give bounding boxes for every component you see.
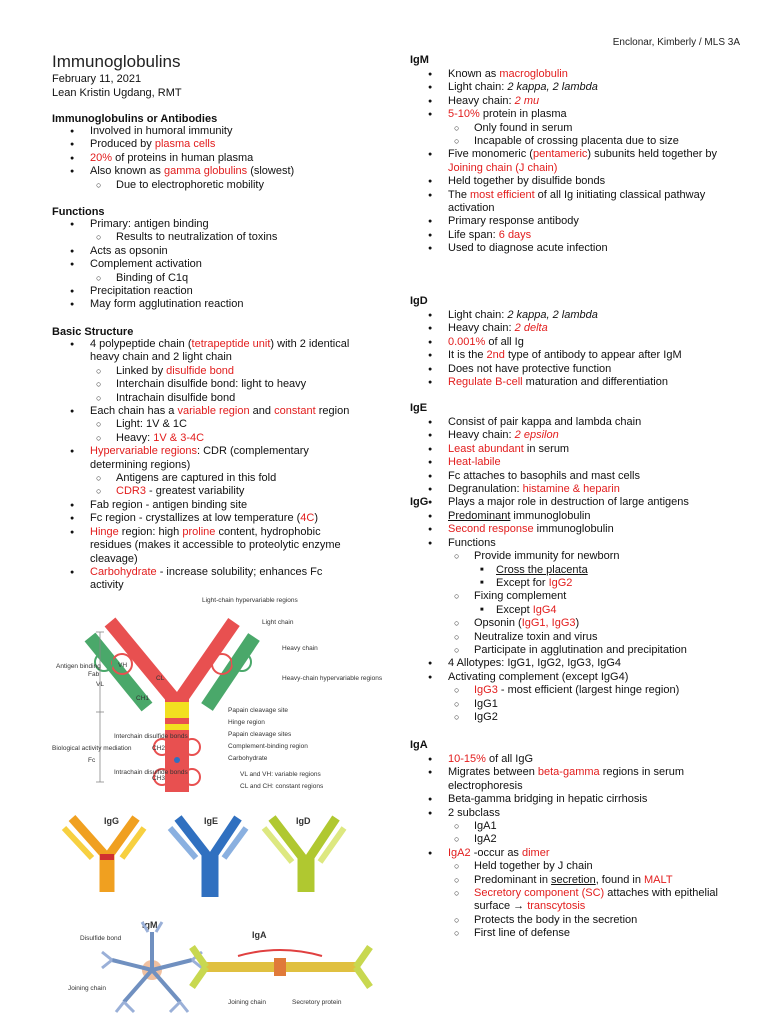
list-item: ● Complement activation — [52, 258, 382, 271]
list-item: ● Hinge region: high proline content, hydrophobic residues (makes it accessible to proteolytic enzyme cleavage) — [52, 526, 357, 566]
section-title: IgM — [410, 54, 429, 66]
list-item: ○ Protects the body in the secretion — [410, 914, 745, 927]
list-item: ● IgA2 -occur as dimer — [410, 847, 745, 860]
list-item: ○ Held together by J chain — [410, 860, 745, 873]
igg-label: IgG — [104, 816, 119, 826]
section-functions — [52, 206, 382, 312]
list-item: ● Beta-gamma bridging in hepatic cirrhosis — [410, 793, 745, 806]
list-item: ● Light chain: 2 kappa, 2 lambda — [410, 309, 745, 322]
ch2-label: CH2 — [152, 745, 166, 752]
list-item: ● 4 Allotypes: IgG1, IgG2, IgG3, IgG4 — [410, 657, 745, 670]
list-item: ○ Intrachain disulfide bond — [52, 392, 357, 405]
fc-label: Fc — [88, 757, 96, 764]
section-title: IgD — [410, 295, 428, 307]
list-item: ○ Binding of C1q — [52, 272, 382, 285]
list-item: ● Heavy chain: 2 epsilon — [410, 429, 745, 442]
igd-label: IgD — [296, 816, 311, 826]
list-item: ○ Due to electrophoretic mobility — [52, 179, 382, 192]
list-item: ● Activating complement (except IgG4) — [410, 671, 745, 684]
list-item: ○ Interchain disulfide bond: light to heavy — [52, 378, 357, 391]
secretory-protein-label: Secretory protein — [292, 999, 342, 1006]
list-item: ● 0.001% of all Ig — [410, 336, 745, 349]
papain-site-label: Papain cleavage site — [228, 707, 288, 714]
interchain-label: Interchain disulfide bonds — [114, 733, 188, 740]
ch1-label: CH1 — [136, 695, 150, 702]
page-title: Immunoglobulins — [52, 52, 181, 71]
list-item: ● Plays a major role in destruction of large antigens — [410, 496, 745, 509]
heavy-chain-hv-label: Heavy-chain hypervariable regions — [282, 675, 382, 682]
iga-label: IgA — [252, 930, 267, 940]
hinge-region-label: Hinge region — [228, 719, 265, 726]
author: Lean Kristin Ugdang, RMT — [52, 86, 182, 99]
list-item: ○ Opsonin (IgG1, IgG3) — [410, 617, 745, 630]
list-item: ● Least abundant in serum — [410, 443, 745, 456]
list-item: ○ First line of defense — [410, 927, 745, 940]
section-antibodies — [52, 113, 382, 192]
list-item: ● 5-10% protein in plasma — [410, 108, 745, 121]
section-title: Immunoglobulins or Antibodies — [52, 113, 218, 125]
joining-chain-label: Joining chain — [68, 985, 106, 992]
date: February 11, 2021 — [52, 73, 142, 85]
iga-structure — [192, 930, 370, 1006]
list-item: ● Precipitation reaction — [52, 285, 382, 298]
list-item: ○ Only found in serum — [410, 122, 745, 135]
list-item: ● Hypervariable regions: CDR (complementary determining regions) — [52, 445, 357, 472]
list-item: ● Used to diagnose acute infection — [410, 242, 745, 255]
list-item: ○ Incapable of crossing placenta due to size — [410, 135, 745, 148]
list-item: ○ IgG3 - most efficient (largest hinge region) — [410, 684, 745, 697]
list-item: ○ IgA2 — [410, 833, 745, 846]
list-item: ● Predominant immunoglobulin — [410, 510, 745, 523]
antibody-diagram — [52, 592, 382, 1022]
list-item: ○ IgG2 — [410, 711, 745, 724]
list-item: ○ Fixing complement — [410, 590, 745, 603]
list-item: ● The most efficient of all Ig initiating classical pathway activation — [410, 189, 745, 216]
list-item: ○ Predominant in secretion, found in MALT — [410, 874, 745, 887]
list-item: ○ Light: 1V & 1C — [52, 418, 357, 431]
vl-label: VL — [96, 681, 104, 688]
ige-label: IgE — [204, 816, 219, 826]
list-item: ● Carbohydrate - increase solubility; enhances Fc activity — [52, 566, 357, 593]
section-basic-structure — [52, 326, 357, 593]
list-item: ■ Except for IgG2 — [410, 577, 745, 590]
list-item: ○ Results to neutralization of toxins — [52, 231, 382, 244]
ch3-label: CH3 — [152, 775, 166, 782]
list-item: ● Consist of pair kappa and lambda chain — [410, 416, 745, 429]
meta — [52, 73, 182, 100]
list-item: ● Acts as opsonin — [52, 245, 382, 258]
list-item: ● Known as macroglobulin — [410, 68, 745, 81]
legend-variable: VL and VH: variable regions — [240, 771, 321, 778]
list-item: ● Also known as gamma globulins (slowest) — [52, 165, 382, 178]
light-chain-hv-label: Light-chain hypervariable regions — [202, 597, 298, 604]
igg-structure — [64, 816, 144, 892]
list-item: ● 10-15% of all IgG — [410, 753, 745, 766]
legend-constant: CL and CH: constant regions — [240, 783, 324, 790]
complement-binding-label: Complement-binding region — [228, 743, 308, 750]
header-author-class: Enclonar, Kimberly / MLS 3A — [612, 37, 740, 48]
section-igm — [410, 54, 745, 256]
section-igg — [410, 496, 745, 725]
list-item: ● Second response immunoglobulin — [410, 523, 745, 536]
list-item: ○ Neutralize toxin and virus — [410, 631, 745, 644]
igm-structure — [68, 920, 202, 1012]
section-ige — [410, 402, 745, 510]
list-item: ○ Heavy: 1V & 3-4C — [52, 432, 357, 445]
igm-label: IgM — [142, 920, 158, 930]
list-item: ○ Participate in agglutination and precipitation — [410, 644, 745, 657]
list-item: ● Primary: antigen binding — [52, 218, 382, 231]
papain-sites-label: Papain cleavage sites — [228, 731, 292, 738]
light-chain-label: Light chain — [262, 619, 294, 626]
list-item: ● May form agglutination reaction — [52, 298, 382, 311]
list-item: ● Functions — [410, 537, 745, 550]
section-title: IgA — [410, 739, 428, 751]
list-item: ○ Linked by disulfide bond — [52, 365, 357, 378]
intrachain-label: Intrachain disulfide bonds — [114, 769, 188, 776]
section-title: Functions — [52, 206, 105, 218]
section-igd — [410, 295, 745, 389]
list-item: ● Fab region - antigen binding site — [52, 499, 357, 512]
section-title: Basic Structure — [52, 326, 134, 338]
list-item: ● Degranulation: histamine & heparin — [410, 483, 745, 496]
list-item: ● Fc attaches to basophils and mast cells — [410, 470, 745, 483]
heavy-chain-label: Heavy chain — [282, 645, 318, 652]
section-title: IgG — [410, 496, 429, 508]
list-item: ○ CDR3 - greatest variability — [52, 485, 357, 498]
list-item: ● 2 subclass — [410, 807, 745, 820]
igd-structure — [264, 816, 344, 892]
list-item: ● It is the 2nd type of antibody to appear after IgM — [410, 349, 745, 362]
list-item: ● Five monomeric (pentameric) subunits held together by Joining chain (J chain) — [410, 148, 745, 175]
list-item: ● Heavy chain: 2 delta — [410, 322, 745, 335]
list-item: ● 4 polypeptide chain (tetrapeptide unit) with 2 identical heavy chain and 2 light chain — [52, 338, 357, 365]
bio-activity-label: Biological activity mediation — [52, 745, 132, 752]
disulfide-bond-label: Disulfide bond — [80, 935, 122, 942]
list-item: ● Does not have protective function — [410, 363, 745, 376]
list-item: ● Involved in humoral immunity — [52, 125, 382, 138]
list-item: ○ Provide immunity for newborn — [410, 550, 745, 563]
list-item: ● Migrates between beta-gamma regions in serum electrophoresis — [410, 766, 745, 793]
list-item: ● Heavy chain: 2 mu — [410, 95, 745, 108]
cl-label: CL — [156, 675, 165, 682]
list-item: ○ Secretory component (SC) attaches with epithelial surface → transcytosis — [410, 887, 745, 914]
list-item: ■ Except IgG4 — [410, 604, 745, 617]
list-item: ○ IgG1 — [410, 698, 745, 711]
list-item: ● Held together by disulfide bonds — [410, 175, 745, 188]
list-item: ● 20% of proteins in human plasma — [52, 152, 382, 165]
list-item: ● Heat-labile — [410, 456, 745, 469]
antibody-structure-figure — [52, 592, 382, 1022]
list-item: ■ Cross the placenta — [410, 564, 745, 577]
section-iga — [410, 739, 745, 941]
list-item: ○ Antigens are captured in this fold — [52, 472, 357, 485]
list-item: ● Fc region - crystallizes at low temperature (4C) — [52, 512, 357, 525]
joining-chain-iga-label: Joining chain — [228, 999, 266, 1006]
ige-structure — [170, 816, 246, 897]
list-item: ● Each chain has a variable region and constant region — [52, 405, 357, 418]
list-item: ● Primary response antibody — [410, 215, 745, 228]
list-item: ● Life span: 6 days — [410, 229, 745, 242]
list-item: ○ IgA1 — [410, 820, 745, 833]
antigen-binding-label: Antigen binding — [56, 663, 101, 670]
list-item: ● Light chain: 2 kappa, 2 lambda — [410, 81, 745, 94]
carbohydrate-label: Carbohydrate — [228, 755, 268, 762]
fab-label: Fab — [88, 671, 100, 678]
vh-label: VH — [118, 662, 128, 669]
list-item: ● Produced by plasma cells — [52, 138, 382, 151]
section-title: IgE — [410, 402, 428, 414]
list-item: ● Regulate B-cell maturation and differentiation — [410, 376, 745, 389]
